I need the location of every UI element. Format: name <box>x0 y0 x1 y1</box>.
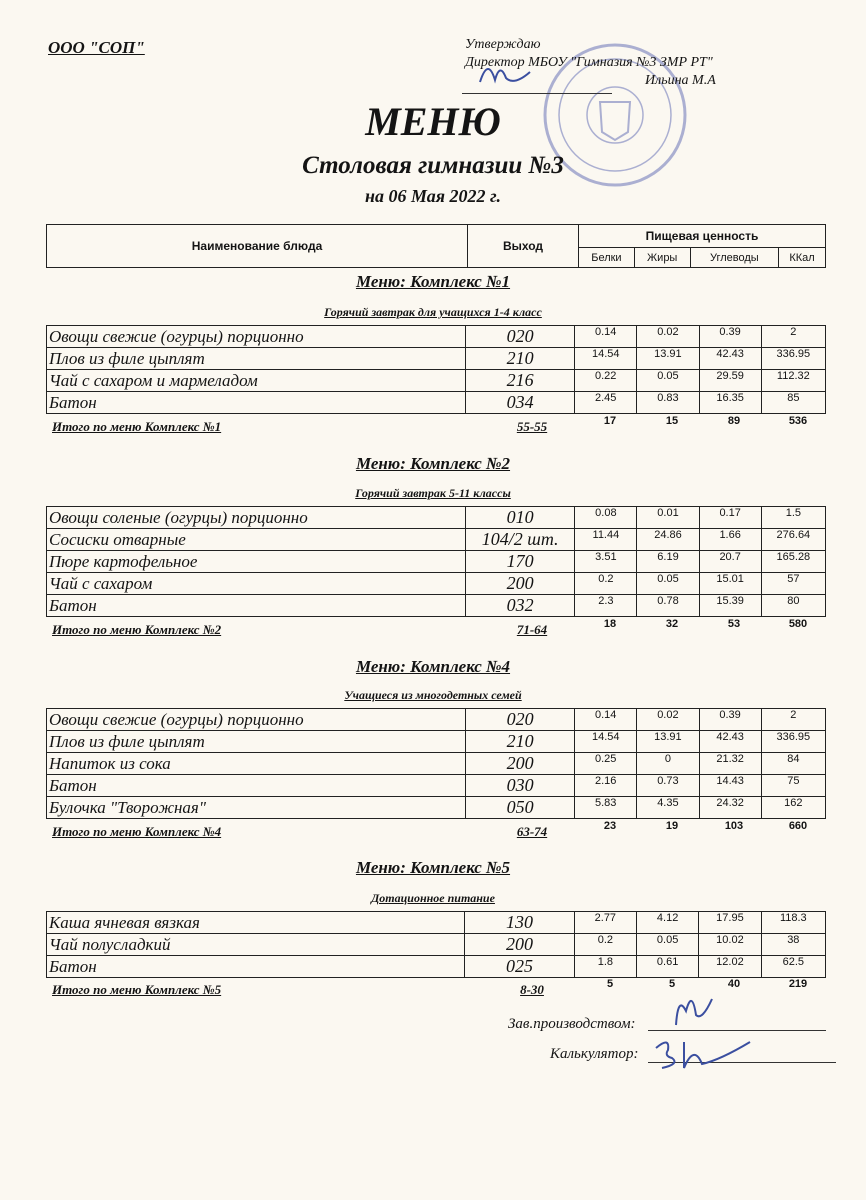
dish-carbs: 0.39 <box>699 326 761 348</box>
table-row <box>47 507 826 529</box>
dish-output: 200 <box>466 753 575 775</box>
table-row <box>47 595 826 617</box>
section-table <box>46 911 826 978</box>
dish-carbs: 29.59 <box>699 370 761 392</box>
dish-kcal: 80 <box>761 595 825 617</box>
column-header-table <box>46 224 826 268</box>
section-subtitle: Дотационное питание <box>371 891 495 905</box>
dish-kcal: 118.3 <box>761 912 825 934</box>
dish-output: 200 <box>465 934 575 956</box>
dish-protein: 11.44 <box>575 529 637 551</box>
dish-carbs: 21.32 <box>699 753 761 775</box>
dish-name: Напиток из сока <box>47 753 466 775</box>
dish-kcal: 112.32 <box>761 370 825 392</box>
total-carbs: 40 <box>727 978 741 990</box>
dish-fat: 4.35 <box>637 797 699 819</box>
table-row <box>47 348 826 370</box>
dish-name: Каша ячневая вязкая <box>47 912 465 934</box>
dish-carbs: 14.43 <box>699 775 761 797</box>
section-table <box>46 325 826 414</box>
dish-fat: 0.61 <box>636 956 698 978</box>
table-row <box>47 529 826 551</box>
production-label: Зав.производством: <box>508 1016 636 1032</box>
dish-protein: 3.51 <box>575 551 637 573</box>
header-kcal: ККал <box>779 248 826 268</box>
table-row <box>47 934 826 956</box>
dish-carbs: 16.35 <box>699 392 761 414</box>
dish-kcal: 2 <box>761 709 825 731</box>
dish-fat: 6.19 <box>637 551 699 573</box>
total-kcal: 660 <box>788 820 808 832</box>
dish-protein: 14.54 <box>575 348 637 370</box>
menu-date: на 06 Мая 2022 г. <box>365 186 501 206</box>
section-total <box>46 415 826 437</box>
dish-output: 104/2 шт. <box>466 529 575 551</box>
dish-output: 200 <box>466 573 575 595</box>
dish-name: Батон <box>47 775 466 797</box>
section-title: Меню: Комплекс №5 <box>355 858 511 877</box>
organization-name: ООО "СОП" <box>48 38 145 57</box>
approval-signature-line <box>462 93 612 94</box>
total-kcal: 536 <box>788 415 808 427</box>
dish-kcal: 62.5 <box>761 956 825 978</box>
dish-fat: 0.83 <box>637 392 699 414</box>
dish-carbs: 15.01 <box>699 573 761 595</box>
dish-name: Плов из филе цыплят <box>47 731 466 753</box>
table-row <box>47 370 826 392</box>
dish-name: Сосиски отварные <box>47 529 466 551</box>
dish-name: Батон <box>47 956 465 978</box>
dish-name: Батон <box>47 595 466 617</box>
dish-fat: 0.73 <box>637 775 699 797</box>
section-title: Меню: Комплекс №2 <box>355 454 511 473</box>
dish-name: Овощи свежие (огурцы) порционно <box>47 709 466 731</box>
total-fat: 32 <box>665 618 679 630</box>
dish-protein: 0.14 <box>575 326 637 348</box>
total-carbs: 89 <box>727 415 741 427</box>
dish-kcal: 84 <box>761 753 825 775</box>
dish-output: 216 <box>466 370 575 392</box>
table-row <box>47 775 826 797</box>
section-table <box>46 506 826 617</box>
header-name: Наименование блюда <box>47 225 468 268</box>
dish-kcal: 336.95 <box>761 348 825 370</box>
dish-fat: 4.12 <box>636 912 698 934</box>
dish-kcal: 2 <box>761 326 825 348</box>
table-row <box>47 573 826 595</box>
dish-output: 170 <box>466 551 575 573</box>
dish-name: Пюре картофельное <box>47 551 466 573</box>
dish-fat: 0.02 <box>637 326 699 348</box>
total-kcal: 219 <box>788 978 808 990</box>
section-table <box>46 708 826 819</box>
director-signature-icon <box>470 52 540 92</box>
total-protein: 23 <box>603 820 617 832</box>
total-output: 71-64 <box>516 622 548 637</box>
dish-protein: 0.25 <box>575 753 637 775</box>
total-output: 63-74 <box>516 824 548 839</box>
total-label: Итого по меню Комплекс №5 <box>52 982 222 997</box>
total-label: Итого по меню Комплекс №1 <box>52 419 222 434</box>
table-row <box>47 956 826 978</box>
total-protein: 18 <box>603 618 617 630</box>
section-title: Меню: Комплекс №4 <box>355 657 511 676</box>
dish-kcal: 1.5 <box>761 507 825 529</box>
dish-protein: 2.3 <box>575 595 637 617</box>
dish-carbs: 17.95 <box>699 912 761 934</box>
table-row <box>47 392 826 414</box>
dish-fat: 0.02 <box>637 709 699 731</box>
dish-output: 130 <box>465 912 575 934</box>
table-row <box>47 912 826 934</box>
table-row <box>47 326 826 348</box>
dish-output: 020 <box>466 326 575 348</box>
dish-output: 010 <box>466 507 575 529</box>
dish-name: Чай полусладкий <box>47 934 465 956</box>
dish-output: 030 <box>466 775 575 797</box>
section-total <box>46 820 826 842</box>
total-fat: 19 <box>665 820 679 832</box>
dish-carbs: 12.02 <box>699 956 761 978</box>
total-fat: 15 <box>665 415 679 427</box>
dish-protein: 1.8 <box>574 956 636 978</box>
dish-output: 210 <box>466 348 575 370</box>
dish-output: 210 <box>466 731 575 753</box>
dish-protein: 14.54 <box>575 731 637 753</box>
table-row <box>47 731 826 753</box>
table-row <box>47 797 826 819</box>
dish-carbs: 0.17 <box>699 507 761 529</box>
dish-kcal: 57 <box>761 573 825 595</box>
total-carbs: 53 <box>727 618 741 630</box>
page-title: МЕНЮ <box>365 99 501 144</box>
dish-fat: 0.05 <box>637 370 699 392</box>
dish-protein: 0.08 <box>575 507 637 529</box>
total-fat: 5 <box>668 978 676 990</box>
total-kcal: 580 <box>788 618 808 630</box>
dish-carbs: 1.66 <box>699 529 761 551</box>
section-subtitle: Учащиеся из многодетных семей <box>344 688 522 702</box>
dish-name: Чай с сахаром и мармеладом <box>47 370 466 392</box>
header-nutrition: Пищевая ценность <box>579 225 826 248</box>
section-subtitle: Горячий завтрак для учащихся 1-4 класс <box>324 305 542 319</box>
total-protein: 5 <box>606 978 614 990</box>
header-carbs: Углеводы <box>690 248 779 268</box>
dish-name: Овощи соленые (огурцы) порционно <box>47 507 466 529</box>
dish-carbs: 42.43 <box>699 348 761 370</box>
production-signature-icon <box>668 985 718 1031</box>
dish-name: Чай с сахаром <box>47 573 466 595</box>
dish-kcal: 38 <box>761 934 825 956</box>
dish-fat: 0.01 <box>637 507 699 529</box>
total-label: Итого по меню Комплекс №4 <box>52 824 222 839</box>
dish-output: 034 <box>466 392 575 414</box>
total-output: 55-55 <box>516 419 548 434</box>
dish-kcal: 276.64 <box>761 529 825 551</box>
calculator-signature-icon <box>650 1034 770 1074</box>
dish-kcal: 165.28 <box>761 551 825 573</box>
dish-carbs: 10.02 <box>699 934 761 956</box>
dish-fat: 0 <box>637 753 699 775</box>
section-total <box>46 618 826 640</box>
dish-name: Плов из филе цыплят <box>47 348 466 370</box>
dish-fat: 13.91 <box>637 731 699 753</box>
table-row <box>47 709 826 731</box>
header-output: Выход <box>468 225 579 268</box>
dish-output: 032 <box>466 595 575 617</box>
dish-protein: 2.45 <box>575 392 637 414</box>
dish-protein: 0.2 <box>575 573 637 595</box>
dish-fat: 0.78 <box>637 595 699 617</box>
dish-name: Булочка "Творожная" <box>47 797 466 819</box>
dish-kcal: 336.95 <box>761 731 825 753</box>
table-row <box>47 551 826 573</box>
dish-protein: 5.83 <box>575 797 637 819</box>
dish-protein: 0.2 <box>574 934 636 956</box>
dish-carbs: 15.39 <box>699 595 761 617</box>
director-name: Ильина М.А <box>645 73 716 88</box>
dish-kcal: 162 <box>761 797 825 819</box>
approval-line1: Утверждаю <box>465 37 541 52</box>
header-protein: Белки <box>579 248 635 268</box>
dish-carbs: 20.7 <box>699 551 761 573</box>
dish-name: Овощи свежие (огурцы) порционно <box>47 326 466 348</box>
dish-output: 020 <box>466 709 575 731</box>
dish-name: Батон <box>47 392 466 414</box>
dish-fat: 13.91 <box>637 348 699 370</box>
approval-line2: Директор МБОУ "Гимназия №3 ЗМР РТ" <box>465 55 713 70</box>
dish-output: 050 <box>466 797 575 819</box>
dish-carbs: 0.39 <box>699 709 761 731</box>
dish-fat: 0.05 <box>636 934 698 956</box>
total-protein: 17 <box>603 415 617 427</box>
total-output: 8-30 <box>520 982 544 997</box>
dish-carbs: 42.43 <box>699 731 761 753</box>
dish-protein: 2.77 <box>574 912 636 934</box>
dish-kcal: 85 <box>761 392 825 414</box>
dish-protein: 2.16 <box>575 775 637 797</box>
table-row <box>47 753 826 775</box>
section-subtitle: Горячий завтрак 5-11 классы <box>355 486 511 500</box>
dish-fat: 0.05 <box>637 573 699 595</box>
dish-carbs: 24.32 <box>699 797 761 819</box>
dish-protein: 0.14 <box>575 709 637 731</box>
dish-kcal: 75 <box>761 775 825 797</box>
total-label: Итого по меню Комплекс №2 <box>52 622 222 637</box>
calculator-label: Калькулятор: <box>550 1046 639 1062</box>
total-carbs: 103 <box>724 820 744 832</box>
dish-fat: 24.86 <box>637 529 699 551</box>
dish-output: 025 <box>465 956 575 978</box>
section-title: Меню: Комплекс №1 <box>355 272 511 291</box>
dish-protein: 0.22 <box>575 370 637 392</box>
page-subtitle: Столовая гимназии №3 <box>302 152 564 179</box>
header-fat: Жиры <box>634 248 690 268</box>
